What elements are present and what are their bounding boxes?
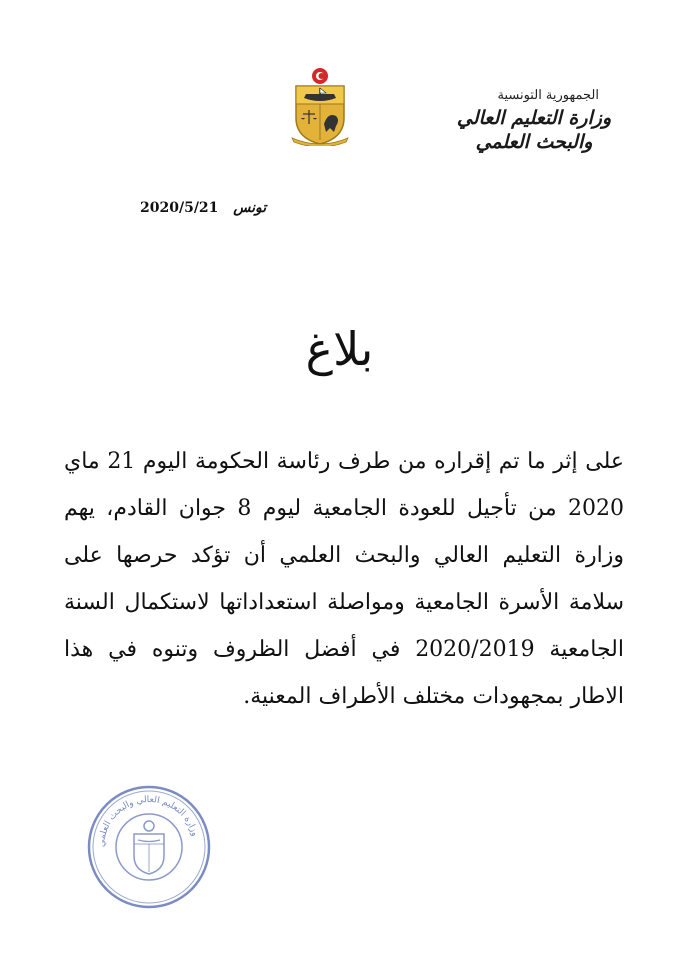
announcement-body: على إثر ما تم إقراره من طرف رئاسة الحكومة اليوم 21 ماي 2020 من تأجيل للعودة الجامعية ليوم 8 جوان القادم، يهم وزارة التعليم العالي والبحث العلمي أن تؤكد حرصها على سلامة الأسرة الجامعية ومواصلة استعداداتها لاستكمال السنة الجامعية 2020/2019 في أفضل الظروف وتنوه في هذا الاطار بمجهودات مختلف الأطراف المعنية. bbox=[64, 449, 624, 709]
date-value: 2020/5/21 bbox=[140, 200, 219, 216]
seal-text: وزارة التعليم العالي والبحث العلمي bbox=[96, 794, 200, 848]
date-city: تونس bbox=[233, 200, 267, 216]
tunisia-coat-of-arms-icon bbox=[288, 66, 352, 146]
official-seal-icon bbox=[84, 782, 214, 912]
page-title: بلاغ bbox=[305, 322, 374, 376]
ministry-name-line1: وزارة التعليم العالي bbox=[456, 107, 612, 129]
ministry-header bbox=[439, 88, 629, 153]
republic-name: الجمهورية التونسية bbox=[497, 88, 599, 103]
ministry-name-line2: والبحث العلمي bbox=[475, 131, 593, 153]
date-line bbox=[140, 200, 266, 216]
